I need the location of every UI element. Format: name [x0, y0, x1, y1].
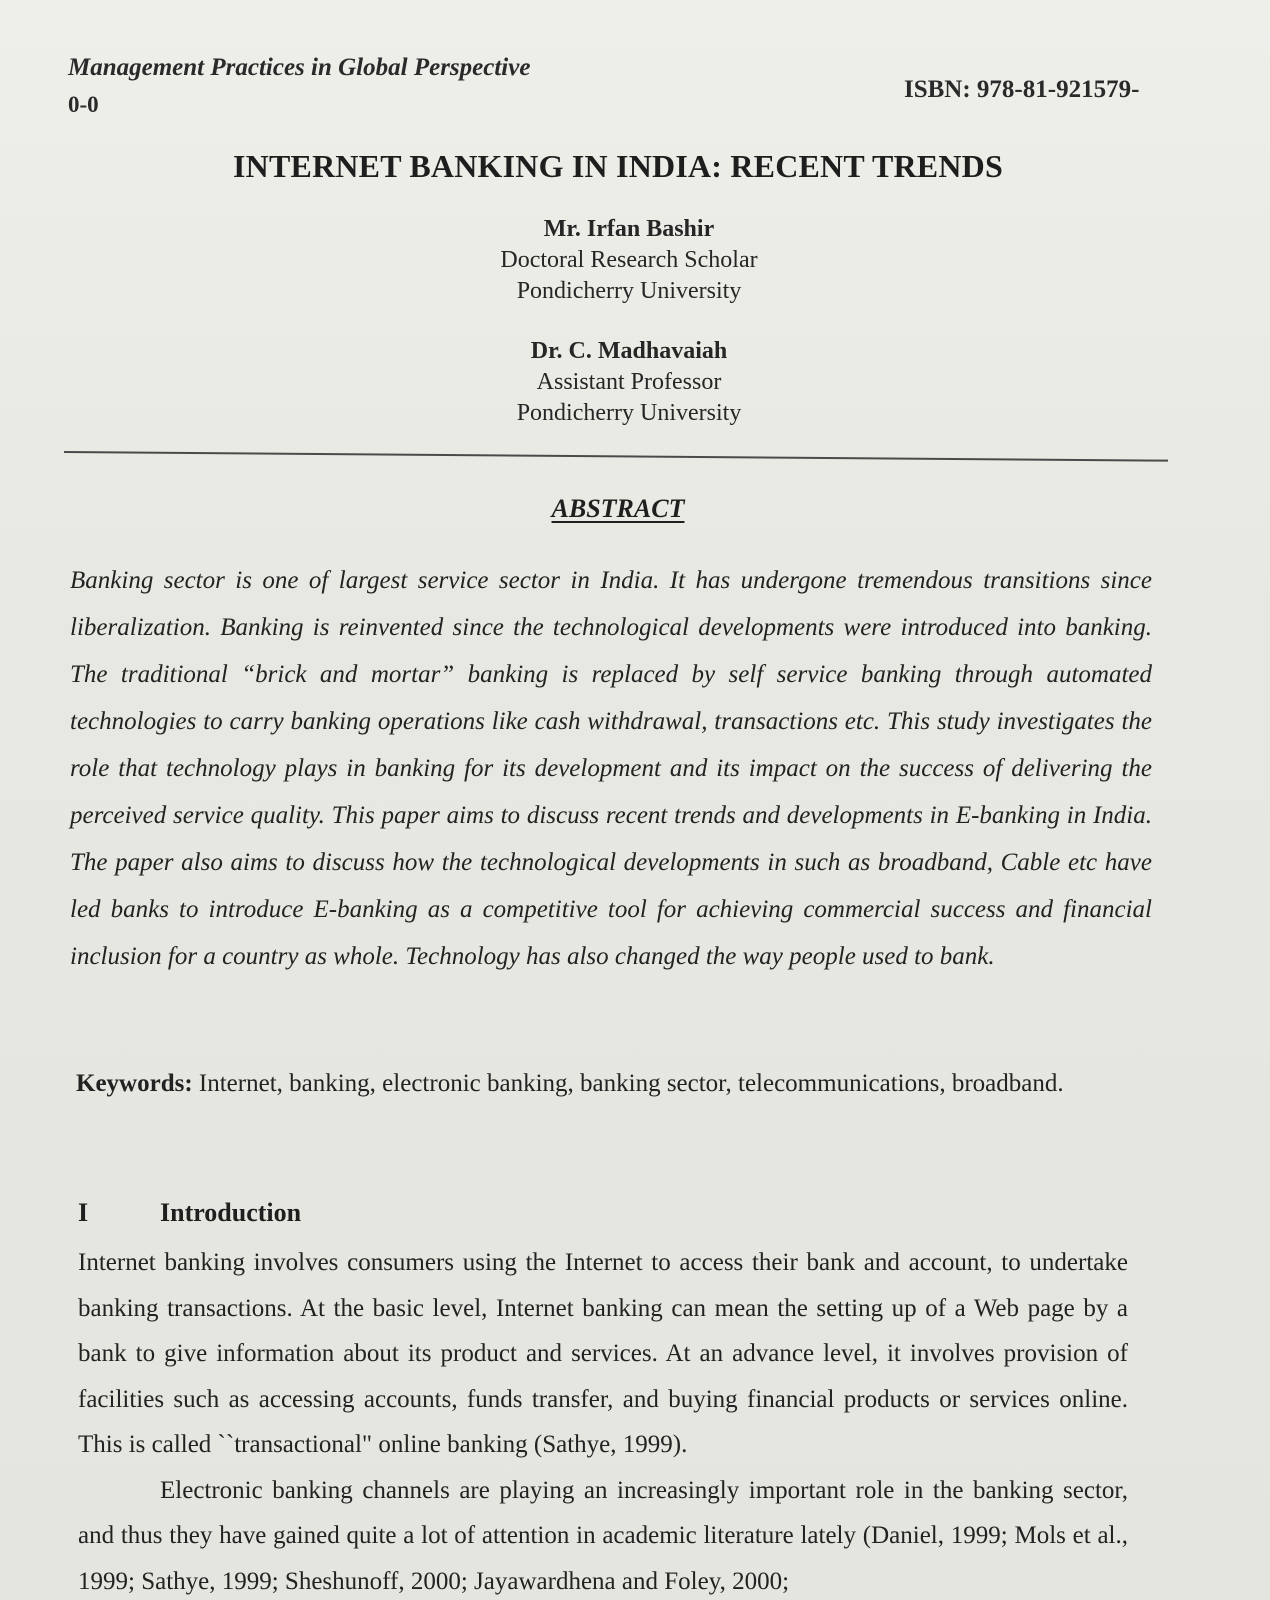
- author-block: [0, 336, 1258, 429]
- keywords-text: Internet, banking, electronic banking, banking sector, telecommunications, broadband.: [198, 1070, 1064, 1097]
- author-role: Assistant Professor: [536, 369, 722, 395]
- abstract-heading-text: ABSTRACT: [551, 494, 685, 523]
- paper-title: INTERNET BANKING IN INDIA: RECENT TRENDS: [233, 148, 1003, 184]
- section-body: [78, 1240, 1128, 1600]
- body-paragraph: Internet banking involves consumers using the Internet to access their bank and account, to undertake banking transactions. At the basic level, Internet banking can mean the setting up of a Web page by a bank to give information about its product and services. At an advance level, it involves provision of facilities such as accessing accounts, funds transfer, and buying financial products or services online. This is called ``transactional" online banking (Sathye, 1999).: [78, 1249, 1128, 1458]
- section-title: Introduction: [160, 1198, 302, 1227]
- keywords-paragraph: [76, 1061, 1136, 1106]
- author-block: [0, 214, 1258, 307]
- horizontal-divider: [64, 451, 1168, 462]
- author-affiliation: Pondicherry University: [516, 400, 742, 426]
- body-paragraph: Electronic banking channels are playing an increasingly important role in the banking sector, and thus they have gained quite a lot of attention in academic literature lately (Daniel, 1999; Mols et al., 1999; Sathye, 1999; Sheshunoff, 2000; Jayawardhena and Foley, 2000;: [78, 1476, 1128, 1595]
- isbn-label: ISBN: 978-81-921579-: [904, 76, 1140, 103]
- section-number: I: [78, 1198, 89, 1227]
- author-name: Mr. Irfan Bashir: [543, 216, 715, 242]
- author-name: Dr. C. Madhavaiah: [530, 338, 728, 364]
- abstract-heading: [0, 494, 1236, 524]
- author-role: Doctoral Research Scholar: [500, 247, 758, 273]
- running-header-subtitle: 0-0: [68, 92, 99, 117]
- author-affiliation: Pondicherry University: [516, 278, 742, 304]
- section-heading: [78, 1198, 301, 1228]
- running-header-title: Management Practices in Global Perspective: [68, 54, 531, 81]
- abstract-text: Banking sector is one of largest service sector in India. It has undergone tremendous transitions since liberalization. Banking is reinvented since the technological developments were introduced into banking. The traditional “brick and mortar” banking is replaced by self service banking through automated technologies to carry banking operations like cash withdrawal, transactions etc. This study investigates the role that technology plays in banking for its development and its impact on the success of delivering the perceived service quality. This paper aims to discuss recent trends and developments in E-banking in India. The paper also aims to discuss how the technological developments in such as broadband, Cable etc have led banks to introduce E-banking as a competitive tool for achieving commercial success and financial inclusion for a country as whole. Technology has also changed the way people used to bank.: [70, 567, 1152, 970]
- keywords-label: Keywords:: [76, 1070, 193, 1097]
